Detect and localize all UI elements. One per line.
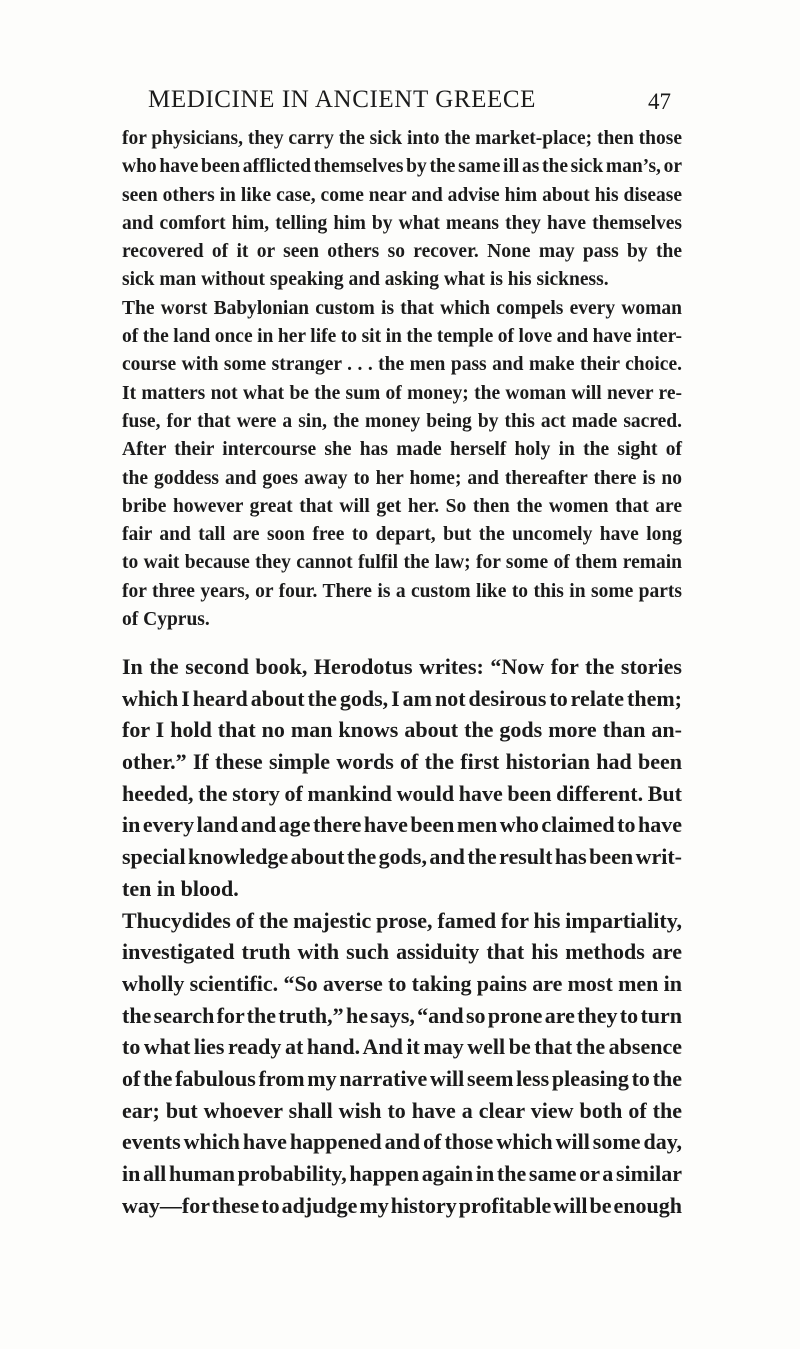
text-line: other.” If these simple words of the first historian had been [122, 749, 682, 775]
text-line: for three years, or four. There is a custom like to this in some parts [122, 580, 682, 602]
text-line: fair and tall are soon free to depart, but the uncomely have long [122, 524, 682, 546]
text-line: to wait because they cannot fulfil the law; for some of them remain [122, 552, 682, 574]
text-line: to what lies ready at hand. And it may well be that the absence [122, 1034, 682, 1060]
text-line: special knowledge about the gods, and the result has been writ- [122, 844, 682, 870]
text-line: bribe however great that will get her. So then the women that are [122, 495, 682, 517]
text-line: of Cyprus. [122, 609, 210, 631]
text-line: wholly scientific. “So averse to taking pains are most men in [122, 970, 682, 996]
text-line: ear; but whoever shall wish to have a clear view both of the [122, 1097, 682, 1123]
text-line: way—for these to adjudge my history profitable will be enough [122, 1192, 682, 1218]
page-number: 47 [648, 89, 671, 114]
text-line: in every land and age there have been men who claimed to have [122, 812, 682, 838]
text-line: After their intercourse she has made herself holy in the sight of [122, 439, 682, 461]
text-line: which I heard about the gods, I am not desirous to relate them; [122, 685, 682, 711]
page-header [0, 86, 800, 126]
text-line: the goddess and goes away to her home; and thereafter there is no [122, 467, 682, 489]
text-line: for I hold that no man knows about the gods more than an- [122, 717, 682, 743]
text-line: fuse, for that were a sin, the money being by this act made sacred. [122, 410, 682, 432]
text-line: The worst Babylonian custom is that which compels every woman [122, 297, 682, 319]
text-line: and comfort him, telling him by what means they have themselves [122, 212, 682, 234]
main-text [122, 651, 682, 1221]
quoted-passage [122, 125, 682, 634]
text-line: It matters not what be the sum of money; the woman will never re- [122, 382, 682, 404]
text-line: investigated truth with such assiduity that his methods are [122, 939, 682, 965]
text-line: heeded, the story of mankind would have been different. But [122, 780, 682, 806]
text-line: of the land once in her life to sit in the temple of love and have inter- [122, 326, 682, 348]
text-line: sick man without speaking and asking what is his sickness. [122, 269, 609, 291]
text-line: who have been afflicted themselves by the same ill as the sick man’s, or [122, 156, 682, 178]
text-line: in all human probability, happen again in the same or a similar [122, 1161, 682, 1186]
text-line: for physicians, they carry the sick into the market-place; then those [122, 128, 682, 149]
text-line: Thucydides of the majestic prose, famed for his impartiality, [122, 907, 682, 933]
text-line: ten in blood. [122, 875, 239, 901]
text-line: In the second book, Herodotus writes: “Now for the stories [122, 654, 682, 679]
text-line: of the fabulous from my narrative will seem less pleasing to the [122, 1065, 682, 1091]
text-line: the search for the truth,” he says, “and so prone are they to turn [122, 1002, 682, 1028]
running-title: MEDICINE IN ANCIENT GREECE [148, 86, 537, 113]
text-line: seen others in like case, come near and advise him about his disease [122, 184, 682, 206]
text-line: recovered of it or seen others so recover. None may pass by the [122, 241, 682, 263]
text-line: events which have happened and of those which will some day, [122, 1129, 682, 1155]
text-line: course with some stranger . . . the men pass and make their choice. [122, 354, 682, 376]
